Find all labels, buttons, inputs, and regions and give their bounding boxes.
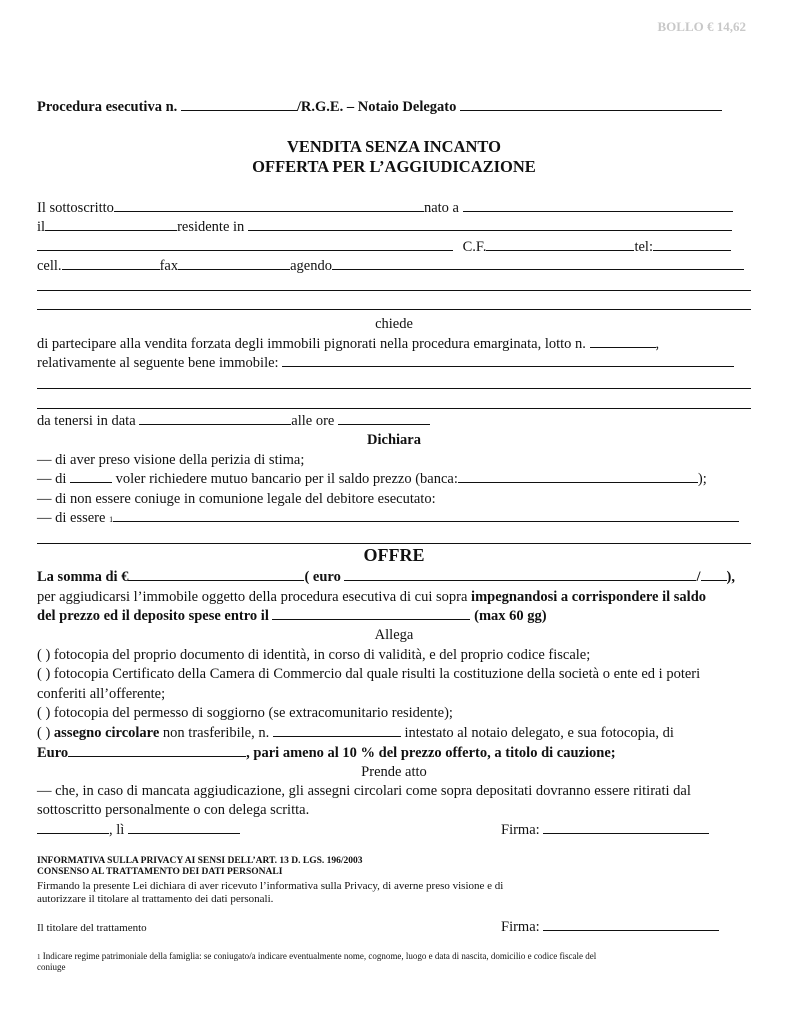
firma-label: Firma: <box>501 919 540 935</box>
firma-block <box>501 821 709 839</box>
aggiudicarsi-text: per aggiudicarsi l’immobile oggetto della procedura esecutiva di cui sopra <box>37 589 468 605</box>
firma-titolare-block <box>501 918 719 936</box>
comma: , <box>655 336 660 352</box>
privacy-text-1: Firmando la presente Lei dichiara di aver ricevuto l’informativa sulla Privacy, di averne preso visione e di <box>37 880 504 892</box>
data-vendita-field[interactable] <box>139 412 291 425</box>
somma-row <box>37 568 751 586</box>
max-giorni: (max 60 gg) <box>474 608 547 624</box>
tel-field[interactable] <box>653 238 731 251</box>
bollo-stamp: BOLLO € 14,62 <box>657 19 746 34</box>
cell-row <box>37 257 751 275</box>
footnote-text: Indicare regime patrimoniale della famiglia: se coniugato/a indicare eventualmente nome, cognome, luogo e data di nascita, domicilio e codice fiscale del <box>42 951 597 961</box>
privacy-subtitle: CONSENSO AL TRATTAMENTO DEI DATI PERSONALI <box>37 867 283 877</box>
data-firma-field[interactable] <box>128 821 240 834</box>
close-paren: ); <box>697 471 707 487</box>
allega-item-4[interactable] <box>37 724 751 742</box>
cf-row <box>37 238 751 256</box>
luogo-data-row <box>37 821 751 839</box>
rge-label: /R.G.E. – Notaio Delegato <box>296 99 457 115</box>
agendo-label: agendo <box>290 258 332 274</box>
somma-field[interactable] <box>128 568 304 581</box>
cauzione-field[interactable] <box>68 744 246 757</box>
residenza-field[interactable] <box>248 218 732 231</box>
li-label: , lì <box>109 822 125 838</box>
impegnandosi-text: impegnandosi a corrispondere il saldo <box>471 589 707 605</box>
bene-row <box>37 354 751 372</box>
titolare-row <box>37 918 751 936</box>
somma-lettere-field[interactable] <box>344 568 696 581</box>
page-subtitle: OFFERTA PER L’AGGIUDICAZIONE <box>252 157 536 176</box>
euro-label: ( euro <box>304 569 341 585</box>
data-nascita-field[interactable] <box>45 218 177 231</box>
tel-label: tel: <box>634 239 653 255</box>
euro-label: Euro <box>37 745 69 761</box>
termine-row <box>37 607 751 625</box>
cell-field[interactable] <box>62 257 160 270</box>
allega-item-1[interactable]: ( ) fotocopia del proprio documento di identità, in corso di validità, e del proprio codice fiscale; <box>37 647 591 663</box>
nato-a-label: nato a <box>423 200 459 216</box>
cauzione-text: , pari ameno al 10 % del prezzo offerto, a titolo di cauzione; <box>246 745 616 761</box>
assegno-label: assegno circolare <box>53 725 160 741</box>
lotto-field[interactable] <box>590 335 656 348</box>
somma-label: La somma di € <box>37 569 129 585</box>
firma-field[interactable] <box>543 821 709 834</box>
termine-field[interactable] <box>272 607 470 620</box>
firma-titolare-field[interactable] <box>543 918 719 931</box>
mutuo-text: voler richiedere mutuo bancario per il saldo prezzo (banca: <box>115 471 458 487</box>
somma-end: ), <box>726 569 735 585</box>
sottoscritto-field[interactable] <box>114 199 424 212</box>
intestato-text: intestato al notaio delegato, e sua fotocopia, di <box>404 725 674 741</box>
termine-text: del prezzo ed il deposito spese entro il <box>37 608 269 624</box>
dichiara-item-1: — di aver preso visione della perizia di stima; <box>37 452 305 468</box>
offre-heading: OFFRE <box>363 545 425 565</box>
prende-atto-text-2: sottoscritto personalmente o con delega scritta. <box>37 802 310 818</box>
procedura-label: Procedura esecutiva n. <box>37 99 178 115</box>
ore-field[interactable] <box>338 412 430 425</box>
residente-label: residente in <box>177 219 245 235</box>
blank-line[interactable] <box>37 309 751 310</box>
centesimi-field[interactable] <box>701 568 727 581</box>
chiede-heading: chiede <box>375 316 413 332</box>
residenza-row <box>37 218 751 236</box>
mutuo-choice-field[interactable] <box>70 470 112 483</box>
sottoscritto-label: Il sottoscritto <box>37 200 114 216</box>
partecipare-text: di partecipare alla vendita forzata degli immobili pignorati nella procedura emarginata, lotto n. <box>37 336 586 352</box>
cell-label: cell. <box>37 258 62 274</box>
allega-heading: Allega <box>374 627 414 643</box>
allega-item-2[interactable]: ( ) fotocopia Certificato della Camera di Commercio dal quale risulti la costituzione della società o ente ed i poteri <box>37 666 701 682</box>
ore-label: alle ore <box>291 413 335 429</box>
sottoscritto-row <box>37 199 751 217</box>
indirizzo-field[interactable] <box>37 238 453 251</box>
regime-field[interactable] <box>113 509 739 522</box>
footnote-ref: 1 <box>109 515 114 524</box>
data-ora-row <box>37 412 751 430</box>
privacy-title: INFORMATIVA SULLA PRIVACY AI SENSI DELL’ART. 13 D. LGS. 196/2003 <box>37 856 363 866</box>
blank-line[interactable] <box>37 290 751 291</box>
procedure-header <box>37 98 751 116</box>
footnote-cont: coniuge <box>37 962 66 972</box>
prende-atto-text-1: — che, in caso di mancata aggiudicazione, gli assegni circolari come sopra depositati dovranno essere ritirati dal <box>37 783 691 799</box>
dichiara-item-4 <box>37 509 751 529</box>
dichiara-heading: Dichiara <box>367 432 421 448</box>
dichiara-item-3: — di non essere coniuge in comunione legale del debitore esecutato: <box>37 491 436 507</box>
assegno-text: non trasferibile, n. <box>162 725 270 741</box>
di-label: — di <box>37 471 67 487</box>
il-label: il <box>37 219 46 235</box>
allega-item-2-cont: conferiti all’offerente; <box>37 686 166 702</box>
titolare-label: Il titolare del trattamento <box>37 922 147 934</box>
fax-field[interactable] <box>178 257 290 270</box>
data-label: da tenersi in data <box>37 413 136 429</box>
form-page <box>37 0 751 1024</box>
luogo-field[interactable] <box>37 821 109 834</box>
di-essere-label: — di essere <box>37 510 106 526</box>
nato-a-field[interactable] <box>463 199 733 212</box>
procedura-number-field[interactable] <box>181 98 297 111</box>
blank-line[interactable] <box>37 408 751 409</box>
firma-label: Firma: <box>501 822 540 838</box>
allega-item-3[interactable]: ( ) fotocopia del permesso di soggiorno (se extracomunitario residente); <box>37 705 453 721</box>
checkbox-parens[interactable]: ( ) <box>37 725 51 741</box>
banca-field[interactable] <box>458 470 698 483</box>
footnote-number: 1 <box>37 953 41 961</box>
bene-field[interactable] <box>282 354 734 367</box>
notaio-field[interactable] <box>460 98 722 111</box>
cf-field[interactable] <box>486 238 634 251</box>
blank-line[interactable] <box>37 543 751 544</box>
prende-atto-heading: Prende atto <box>361 764 427 780</box>
partecipare-row <box>37 335 751 353</box>
blank-line[interactable] <box>37 388 751 389</box>
slash: / <box>696 569 701 585</box>
page-title: VENDITA SENZA INCANTO <box>287 137 501 156</box>
cauzione-row <box>37 744 751 762</box>
privacy-text-2: autorizzare il titolare al trattamento dei dati personali. <box>37 893 274 905</box>
assegno-number-field[interactable] <box>273 724 401 737</box>
agendo-field[interactable] <box>332 257 744 270</box>
dichiara-item-2 <box>37 470 751 488</box>
aggiudicarsi-row <box>37 588 751 606</box>
bene-label: relativamente al seguente bene immobile: <box>37 355 279 371</box>
cf-label: C.F. <box>462 239 487 255</box>
fax-label: fax <box>159 258 179 274</box>
